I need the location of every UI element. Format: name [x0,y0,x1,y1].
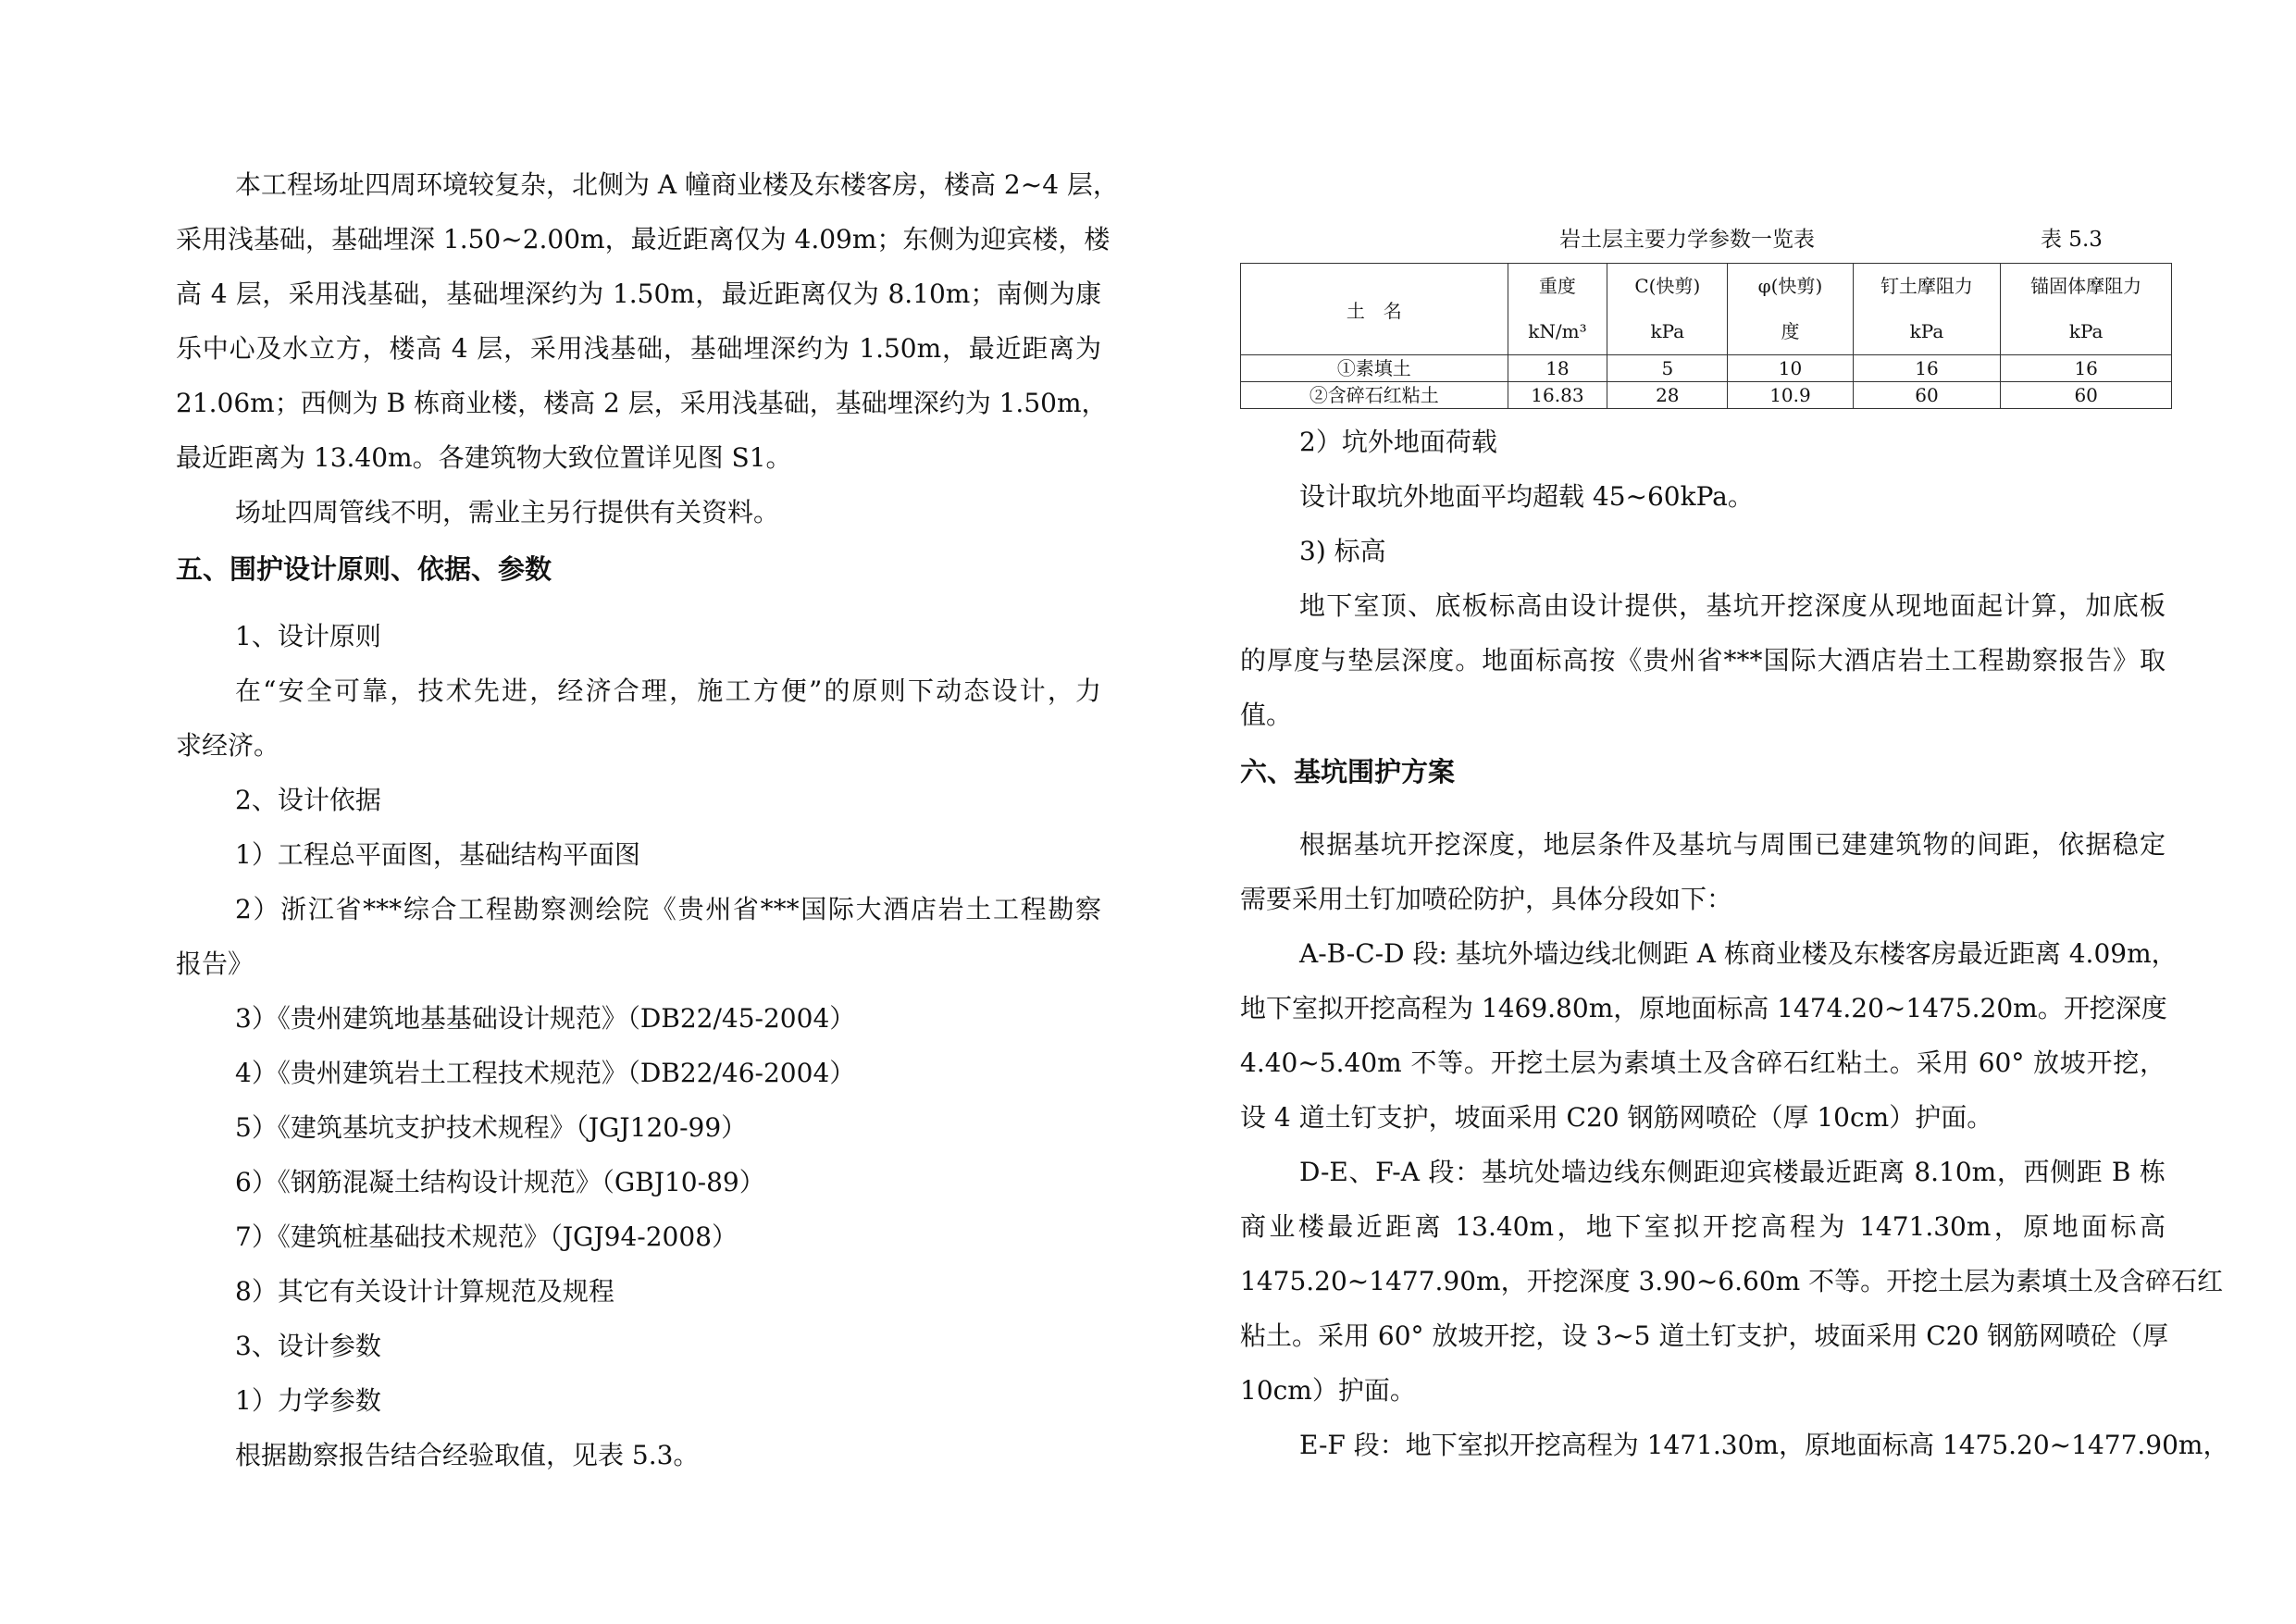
table-cell: 5 [1607,355,1728,382]
table-cell: 16 [1853,355,2001,382]
text-line: E-F 段：地下室拟开挖高程为 1471.30m，原地面标高 1475.20~1477.90m， [1299,1430,2229,1460]
soil-parameters-table [1240,263,2172,409]
table-header-row [1241,264,2172,355]
table-number: 表 5.3 [2041,228,2103,252]
load-title: 2）坑外地面荷载 [1299,427,1497,457]
text-line: 商业楼最近距离 13.40m，地下室拟开挖高程为 1471.30m，原地面标高 [1240,1211,2166,1242]
text-line: 1475.20~1477.90m，开挖深度 3.90~6.60m 不等。开挖土层为素填土及含碎石红 [1240,1266,2224,1296]
basis-item-1: 1）工程总平面图，基础结构平面图 [235,839,640,870]
text-line: 设 4 道土钉支护，坡面采用 C20 钢筋网喷砼（厚 10cm）护面。 [1240,1102,1993,1133]
header-cell-soil-name: 土 名 [1241,264,1508,355]
basis-item-7: 7）《建筑桩基础技术规范》（JGJ94-2008） [235,1221,738,1252]
load-text: 设计取坑外地面平均超载 45~60kPa。 [1299,481,1754,512]
header-cell-nail-friction: 钉土摩阻力 kPa [1853,264,2001,355]
text-line: 乐中心及水立方，楼高 4 层，采用浅基础，基础埋深约为 1.50m，最近距离为 [176,333,1101,364]
text-line: 高 4 层，采用浅基础，基础埋深约为 1.50m，最近距离仅为 8.10m；南侧为康 [176,279,1101,309]
basis-item-8: 8）其它有关设计计算规范及规程 [235,1276,614,1307]
table-cell: 60 [2001,382,2172,409]
right-text-flow [1240,415,2229,1472]
mechanical-parameters-title: 1）力学参数 [235,1385,381,1416]
table-cell: 60 [1853,382,2001,409]
table-cell: 10.9 [1728,382,1853,409]
section-heading-6: 六、基坑围护方案 [1240,756,1456,787]
text-line: 最近距离为 13.40m。各建筑物大致位置详见图 S1。 [176,442,792,473]
subsection-title-parameters: 3、设计参数 [235,1331,381,1361]
header-cell-cohesion: C(快剪) kPa [1607,264,1728,355]
text-line: 采用浅基础，基础埋深 1.50~2.00m，最近距离仅为 4.09m；东侧为迎宾楼，楼 [176,224,1111,254]
header-cell-friction-angle: φ(快剪) 度 [1728,264,1853,355]
text-line: 需要采用土钉加喷砼防护，具体分段如下： [1240,884,1733,914]
table-row [1241,382,2172,409]
table-cell: 16 [2001,355,2172,382]
basis-item-5: 5）《建筑基坑支护技术规程》（JGJ120-99） [235,1112,748,1143]
table-cell: ①素填土 [1241,355,1508,382]
table-title: 岩土层主要力学参数一览表 [1559,228,1815,252]
text-line: 地下室拟开挖高程为 1469.80m，原地面标高 1474.20~1475.20m。开挖深度 [1240,993,2167,1023]
header-cell-unit-weight: 重度 kN/m³ [1508,264,1607,355]
basis-item-3: 3）《贵州建筑地基基础设计规范》（DB22/45-2004） [235,1003,856,1034]
text-line: 在“安全可靠，技术先进，经济合理，施工方便”的原则下动态设计，力 [235,676,1101,706]
text-line: 4.40~5.40m 不等。开挖土层为素填土及含碎石红粘土。采用 60° 放坡开挖， [1240,1048,2166,1078]
text-line: 根据基坑开挖深度，地层条件及基坑与周围已建建筑物的间距，依据稳定 [1299,829,2166,860]
text-line: 值。 [1240,700,1293,730]
text-line: 粘土。采用 60° 放坡开挖，设 3~5 道土钉支护，坡面采用 C20 钢筋网喷砼（厚 [1240,1320,2169,1351]
pipeline-paragraph: 场址四周管线不明，需业主另行提供有关资料。 [235,497,780,527]
site-environment-paragraph [176,157,1119,485]
table-cell: 18 [1508,355,1607,382]
right-column [1240,222,2229,1472]
text-line: 本工程场址四周环境较复杂，北侧为 A 幢商业楼及东楼客房，楼高 2~4 层， [235,169,1119,200]
mechanical-parameters-text: 根据勘察报告结合经验取值，见表 5.3。 [235,1440,700,1470]
subsection-title-basis: 2、设计依据 [235,785,381,815]
text-line: 的厚度与垫层深度。地面标高按《贵州省***国际大酒店岩土工程勘察报告》取 [1240,645,2166,676]
table-cell: 10 [1728,355,1853,382]
table-cell: ②含碎石红粘土 [1241,382,1508,409]
text-line: D-E、F-A 段：基坑处墙边线东侧距迎宾楼最近距离 8.10m，西侧距 B 栋 [1299,1157,2166,1187]
text-line: 地下室顶、底板标高由设计提供，基坑开挖深度从现地面起计算，加底板 [1299,590,2166,621]
basis-item-6: 6）《钢筋混凝土结构设计规范》（GBJ10-89） [235,1167,765,1197]
section-heading-5: 五、围护设计原则、依据、参数 [176,553,552,585]
text-line: 求经济。 [176,730,280,761]
table-row [1241,355,2172,382]
basis-item-4: 4）《贵州建筑岩土工程技术规范》（DB22/46-2004） [235,1058,856,1088]
elevation-title: 3) 标高 [1299,536,1386,566]
text-line: 21.06m；西侧为 B 栋商业楼，楼高 2 层，采用浅基础，基础埋深约为 1.50m， [176,388,1108,418]
left-column [176,157,1119,1482]
basis-item-2-cont: 报告》 [176,948,254,979]
text-line: A-B-C-D 段: 基坑外墙边线北侧距 A 栋商业楼及东楼客房最近距离 4.09m， [1299,938,2178,969]
text-line: 10cm）护面。 [1240,1375,1416,1406]
subsection-title-principle: 1、设计原则 [235,621,381,651]
header-cell-anchor-friction: 锚固体摩阻力 kPa [2001,264,2172,355]
table-cell: 16.83 [1508,382,1607,409]
basis-item-2: 2）浙江省***综合工程勘察测绘院《贵州省***国际大酒店岩土工程勘察 [235,894,1101,924]
table-cell: 28 [1607,382,1728,409]
table-caption [1240,222,2166,263]
